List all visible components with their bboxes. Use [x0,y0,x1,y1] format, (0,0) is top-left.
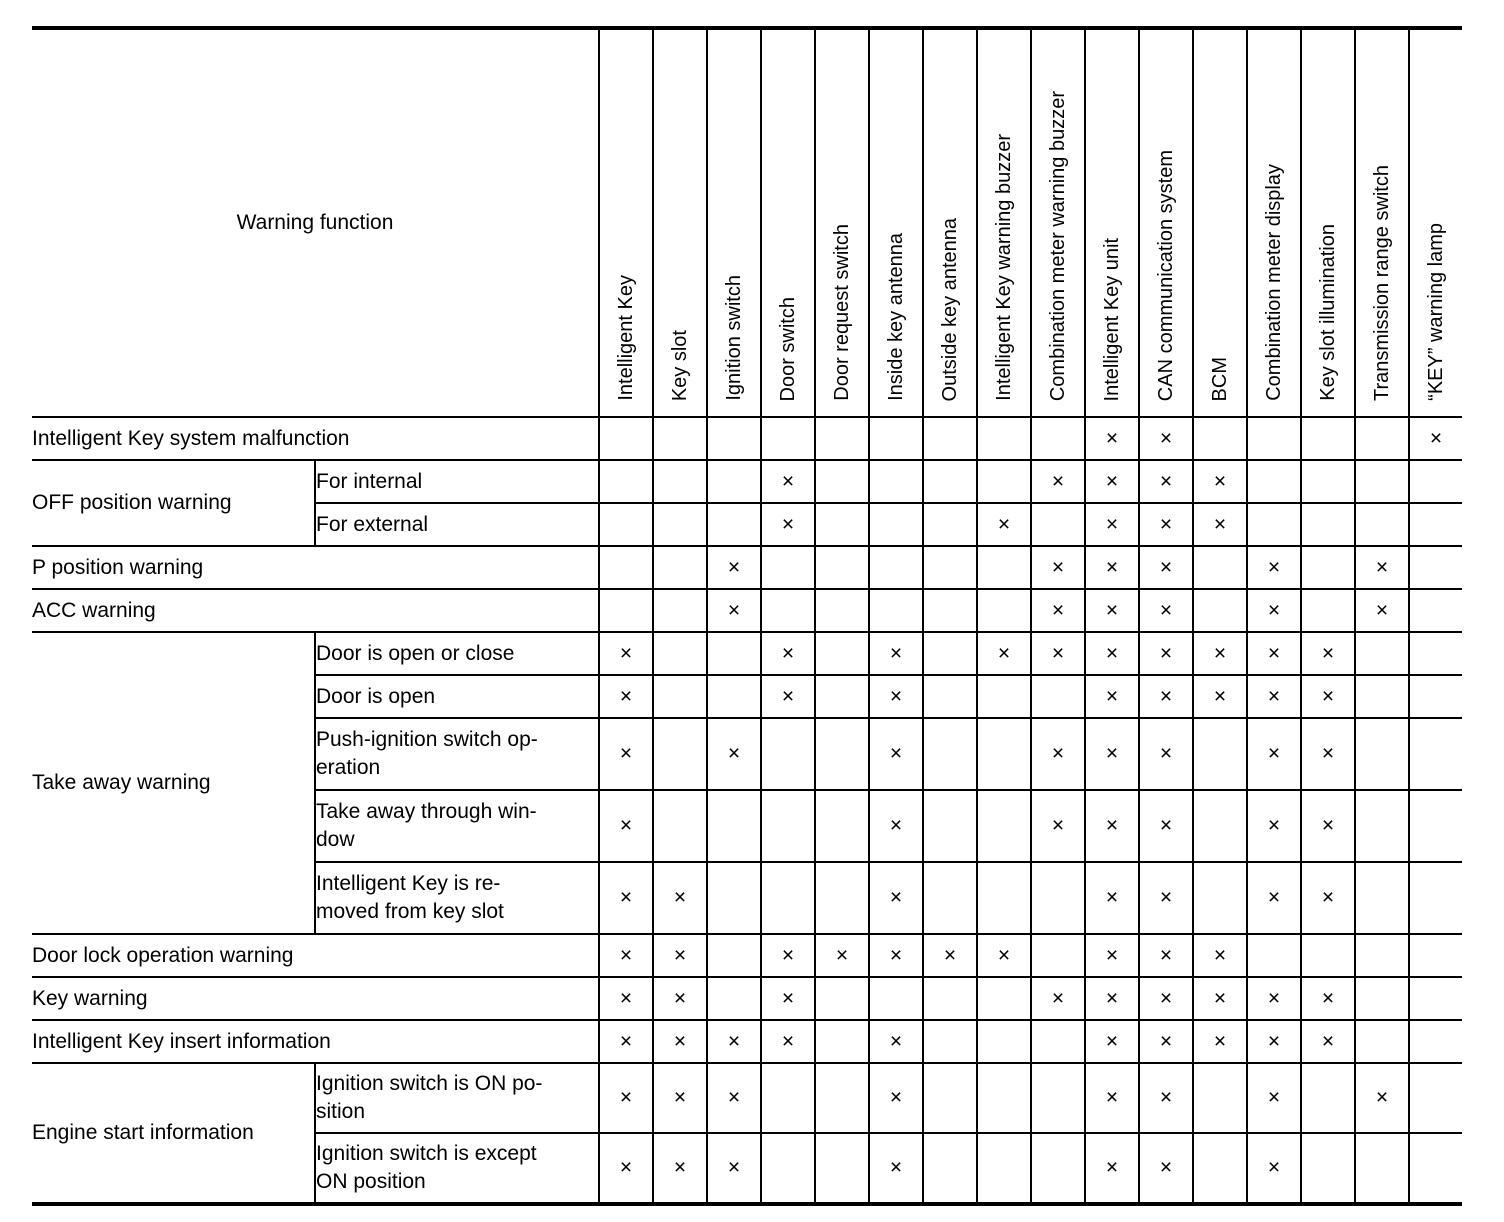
check-mark: × [1139,934,1193,977]
check-mark: × [1085,589,1139,632]
check-mark: × [1085,460,1139,503]
empty-cell [923,675,977,718]
column-header: Inside key antenna [869,28,923,417]
check-mark: × [653,1133,707,1204]
check-mark: × [1355,589,1409,632]
empty-cell [923,417,977,460]
column-header: Combination meter warning buzzer [1031,28,1085,417]
check-mark: × [1247,632,1301,675]
check-mark: × [869,1133,923,1204]
warning-function-label: Engine start information [32,1063,315,1204]
check-mark: × [599,790,653,862]
empty-cell [1301,546,1355,589]
empty-cell [1355,632,1409,675]
empty-cell [869,503,923,546]
check-mark: × [869,1020,923,1063]
check-mark: × [1193,460,1247,503]
empty-cell [977,675,1031,718]
empty-cell [869,589,923,632]
empty-cell [707,934,761,977]
check-mark: × [1139,675,1193,718]
empty-cell [761,790,815,862]
check-mark: × [1085,862,1139,934]
check-mark: × [707,589,761,632]
empty-cell [1193,546,1247,589]
empty-cell [977,862,1031,934]
empty-cell [1409,1020,1462,1063]
check-mark: × [707,718,761,790]
check-mark: × [599,934,653,977]
empty-cell [815,632,869,675]
check-mark: × [653,1020,707,1063]
check-mark: × [869,790,923,862]
check-mark: × [1139,1133,1193,1204]
empty-cell [869,546,923,589]
empty-cell [1409,460,1462,503]
check-mark: × [1247,977,1301,1020]
empty-cell [1247,934,1301,977]
check-mark: × [761,1020,815,1063]
empty-cell [977,546,1031,589]
empty-cell [707,632,761,675]
check-mark: × [1193,632,1247,675]
table-row [32,460,1462,503]
condition-label: Ignition switch is ON po- sition [315,1063,599,1133]
table-body [32,417,1462,1204]
check-mark: × [761,934,815,977]
column-header: CAN communication system [1139,28,1193,417]
empty-cell [1031,675,1085,718]
empty-cell [1409,977,1462,1020]
empty-cell [1193,589,1247,632]
warning-function-header: Warning function [32,28,599,417]
check-mark: × [1139,1020,1193,1063]
empty-cell [1247,417,1301,460]
empty-cell [599,417,653,460]
column-header: Intelligent Key [599,28,653,417]
warning-function-table [32,26,1462,1206]
empty-cell [707,460,761,503]
check-mark: × [1247,790,1301,862]
empty-cell [761,862,815,934]
empty-cell [1355,790,1409,862]
empty-cell [599,460,653,503]
check-mark: × [761,977,815,1020]
empty-cell [923,862,977,934]
empty-cell [1301,417,1355,460]
empty-cell [1193,862,1247,934]
empty-cell [869,460,923,503]
check-mark: × [1301,632,1355,675]
header-row [32,28,1462,417]
empty-cell [815,862,869,934]
condition-label: For external [315,503,599,546]
check-mark: × [707,1063,761,1133]
empty-cell [599,589,653,632]
check-mark: × [977,934,1031,977]
check-mark: × [869,632,923,675]
check-mark: × [1031,718,1085,790]
check-mark: × [1247,1133,1301,1204]
table-row [32,1020,1462,1063]
empty-cell [815,675,869,718]
check-mark: × [1085,934,1139,977]
column-header: BCM [1193,28,1247,417]
check-mark: × [1139,718,1193,790]
empty-cell [815,977,869,1020]
empty-cell [1409,675,1462,718]
check-mark: × [1301,718,1355,790]
empty-cell [1301,1133,1355,1204]
empty-cell [815,718,869,790]
warning-function-label: P position warning [32,546,599,589]
check-mark: × [1193,503,1247,546]
check-mark: × [1247,1020,1301,1063]
check-mark: × [1193,977,1247,1020]
table-row [32,934,1462,977]
empty-cell [1031,862,1085,934]
check-mark: × [977,632,1031,675]
column-header: Transmission range switch [1355,28,1409,417]
empty-cell [977,718,1031,790]
check-mark: × [1139,632,1193,675]
check-mark: × [1139,790,1193,862]
empty-cell [815,790,869,862]
empty-cell [707,790,761,862]
empty-cell [869,977,923,1020]
check-mark: × [761,460,815,503]
check-mark: × [1301,790,1355,862]
empty-cell [761,1133,815,1204]
empty-cell [977,790,1031,862]
empty-cell [653,503,707,546]
check-mark: × [1139,546,1193,589]
check-mark: × [1085,977,1139,1020]
empty-cell [1355,862,1409,934]
warning-function-label: Intelligent Key insert information [32,1020,599,1063]
empty-cell [1355,675,1409,718]
column-header: Door switch [761,28,815,417]
column-header: Intelligent Key unit [1085,28,1139,417]
empty-cell [977,589,1031,632]
empty-cell [1193,1133,1247,1204]
empty-cell [815,460,869,503]
check-mark: × [653,1063,707,1133]
table-row [32,546,1462,589]
empty-cell [923,1133,977,1204]
empty-cell [977,1133,1031,1204]
empty-cell [1409,1133,1462,1204]
empty-cell [653,546,707,589]
empty-cell [923,790,977,862]
check-mark: × [1355,1063,1409,1133]
empty-cell [815,1063,869,1133]
empty-cell [653,718,707,790]
table-row [32,417,1462,460]
check-mark: × [1247,1063,1301,1133]
empty-cell [1301,460,1355,503]
empty-cell [653,675,707,718]
empty-cell [653,589,707,632]
check-mark: × [1085,1133,1139,1204]
empty-cell [815,1133,869,1204]
check-mark: × [599,1133,653,1204]
check-mark: × [1301,675,1355,718]
empty-cell [1301,1063,1355,1133]
empty-cell [1355,417,1409,460]
check-mark: × [1139,417,1193,460]
empty-cell [977,977,1031,1020]
empty-cell [1031,1133,1085,1204]
empty-cell [1355,503,1409,546]
empty-cell [923,632,977,675]
check-mark: × [1247,675,1301,718]
empty-cell [761,546,815,589]
empty-cell [923,1063,977,1133]
check-mark: × [923,934,977,977]
empty-cell [761,718,815,790]
condition-label: Door is open [315,675,599,718]
check-mark: × [599,977,653,1020]
empty-cell [1409,862,1462,934]
check-mark: × [653,934,707,977]
check-mark: × [599,632,653,675]
table-row [32,632,1462,675]
check-mark: × [869,862,923,934]
check-mark: × [599,862,653,934]
empty-cell [923,503,977,546]
empty-cell [1409,589,1462,632]
empty-cell [1355,1020,1409,1063]
check-mark: × [1247,546,1301,589]
check-mark: × [599,1063,653,1133]
empty-cell [707,675,761,718]
empty-cell [977,460,1031,503]
empty-cell [653,790,707,862]
condition-label: Take away through win- dow [315,790,599,862]
condition-label: Ignition switch is except ON position [315,1133,599,1204]
check-mark: × [1085,1063,1139,1133]
empty-cell [761,417,815,460]
column-header: Combination meter display [1247,28,1301,417]
check-mark: × [653,862,707,934]
empty-cell [923,977,977,1020]
warning-function-label: OFF position warning [32,460,315,546]
check-mark: × [977,503,1031,546]
check-mark: × [1247,862,1301,934]
check-mark: × [1085,417,1139,460]
column-header: Outside key antenna [923,28,977,417]
empty-cell [707,977,761,1020]
empty-cell [815,417,869,460]
check-mark: × [707,1020,761,1063]
empty-cell [869,417,923,460]
empty-cell [653,460,707,503]
empty-cell [1409,1063,1462,1133]
empty-cell [923,589,977,632]
check-mark: × [653,977,707,1020]
check-mark: × [1409,417,1462,460]
column-header: “KEY” warning lamp [1409,28,1462,417]
check-mark: × [1139,460,1193,503]
empty-cell [1193,718,1247,790]
empty-cell [1193,790,1247,862]
empty-cell [1031,1063,1085,1133]
empty-cell [1031,1020,1085,1063]
check-mark: × [761,632,815,675]
condition-label: Door is open or close [315,632,599,675]
check-mark: × [1301,1020,1355,1063]
empty-cell [1247,460,1301,503]
empty-cell [815,546,869,589]
check-mark: × [1031,790,1085,862]
check-mark: × [815,934,869,977]
empty-cell [653,632,707,675]
warning-function-label: ACC warning [32,589,599,632]
empty-cell [1031,934,1085,977]
empty-cell [1031,503,1085,546]
check-mark: × [1031,460,1085,503]
check-mark: × [1193,1020,1247,1063]
check-mark: × [1031,589,1085,632]
empty-cell [1355,1133,1409,1204]
empty-cell [815,503,869,546]
column-header: Key slot [653,28,707,417]
check-mark: × [1085,632,1139,675]
empty-cell [1409,632,1462,675]
check-mark: × [869,718,923,790]
empty-cell [977,417,1031,460]
empty-cell [1355,934,1409,977]
empty-cell [923,460,977,503]
check-mark: × [1355,546,1409,589]
empty-cell [1301,589,1355,632]
empty-cell [1355,718,1409,790]
check-mark: × [1085,1020,1139,1063]
empty-cell [1409,934,1462,977]
table-row [32,977,1462,1020]
check-mark: × [761,675,815,718]
condition-label: Intelligent Key is re- moved from key slot [315,862,599,934]
check-mark: × [1085,675,1139,718]
check-mark: × [707,546,761,589]
condition-label: Push-ignition switch op- eration [315,718,599,790]
empty-cell [1355,460,1409,503]
check-mark: × [599,718,653,790]
check-mark: × [1085,790,1139,862]
check-mark: × [1139,862,1193,934]
check-mark: × [1301,862,1355,934]
empty-cell [707,862,761,934]
empty-cell [1355,977,1409,1020]
check-mark: × [1139,1063,1193,1133]
table-row [32,589,1462,632]
check-mark: × [1031,977,1085,1020]
table-row [32,1063,1462,1133]
check-mark: × [1193,675,1247,718]
empty-cell [653,417,707,460]
empty-cell [977,1063,1031,1133]
condition-label: For internal [315,460,599,503]
empty-cell [1193,417,1247,460]
check-mark: × [1085,503,1139,546]
check-mark: × [869,675,923,718]
check-mark: × [1247,589,1301,632]
empty-cell [923,546,977,589]
check-mark: × [1193,934,1247,977]
check-mark: × [1031,546,1085,589]
empty-cell [1031,417,1085,460]
empty-cell [1301,934,1355,977]
column-header: Key slot illumination [1301,28,1355,417]
check-mark: × [1139,589,1193,632]
check-mark: × [707,1133,761,1204]
empty-cell [1409,790,1462,862]
empty-cell [599,503,653,546]
empty-cell [707,503,761,546]
check-mark: × [1085,546,1139,589]
empty-cell [761,1063,815,1133]
check-mark: × [869,1063,923,1133]
empty-cell [707,417,761,460]
check-mark: × [761,503,815,546]
warning-function-label: Take away warning [32,632,315,934]
empty-cell [599,546,653,589]
empty-cell [923,1020,977,1063]
empty-cell [1247,503,1301,546]
check-mark: × [1085,718,1139,790]
empty-cell [1301,503,1355,546]
warning-function-label: Intelligent Key system malfunction [32,417,599,460]
check-mark: × [1301,977,1355,1020]
empty-cell [1193,1063,1247,1133]
check-mark: × [1247,718,1301,790]
empty-cell [1409,718,1462,790]
column-header: Door request switch [815,28,869,417]
empty-cell [761,589,815,632]
empty-cell [815,589,869,632]
check-mark: × [1139,503,1193,546]
check-mark: × [1031,632,1085,675]
warning-function-label: Door lock operation warning [32,934,599,977]
check-mark: × [599,1020,653,1063]
check-mark: × [869,934,923,977]
empty-cell [977,1020,1031,1063]
column-header: Intelligent Key warning buzzer [977,28,1031,417]
column-header: Ignition switch [707,28,761,417]
empty-cell [923,718,977,790]
empty-cell [815,1020,869,1063]
check-mark: × [599,675,653,718]
empty-cell [1409,546,1462,589]
empty-cell [1409,503,1462,546]
warning-function-label: Key warning [32,977,599,1020]
check-mark: × [1139,977,1193,1020]
